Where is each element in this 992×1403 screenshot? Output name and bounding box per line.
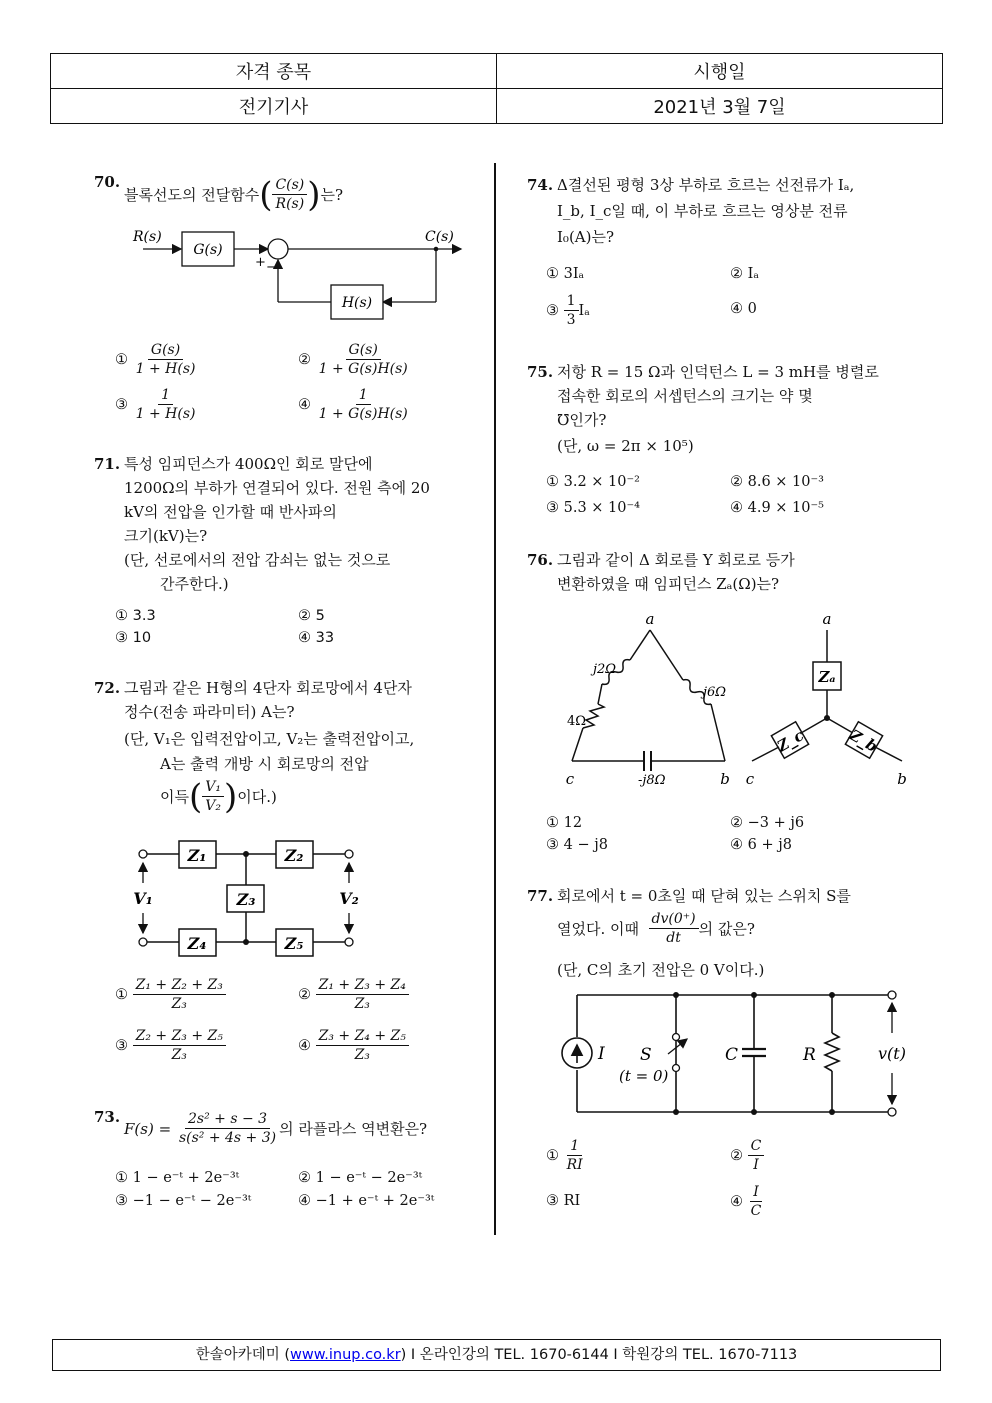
q76-y-node-a: a [822, 610, 832, 628]
q72-opt2-mark: ② [298, 986, 311, 1003]
q74-number: 74. [527, 176, 554, 194]
q75-option-3[interactable]: ③ 5.3 × 10⁻⁴ [546, 500, 640, 516]
q74-opt3-den: 3 [566, 312, 576, 328]
q76-option-2[interactable]: ② −3 + j6 [730, 815, 805, 831]
q74-option-3[interactable] [546, 292, 590, 329]
q76-option-1[interactable]: ① 12 [546, 815, 583, 831]
header-table [50, 53, 943, 124]
q77-opt2-num: C [748, 1137, 765, 1156]
q76-label-j6: j6Ω [703, 685, 727, 700]
q76-line-1: 그림과 같이 Δ 회로를 Y 회로로 등가 [557, 551, 795, 569]
q71-note-1: (단, 선로에서의 전압 감쇠는 없는 것으로 [124, 551, 391, 569]
q77-line2-start: 열었다. 이때 [557, 919, 639, 938]
q72-opt4-den: Z₃ [354, 1047, 370, 1063]
q72-v2-label: V₂ [339, 889, 359, 908]
q75-option-2[interactable]: ② 8.6 × 10⁻³ [730, 474, 824, 490]
q77-note: (단, C의 초기 전압은 0 V이다.) [557, 961, 765, 979]
q77-label-t0: (t = 0) [619, 1067, 669, 1085]
q72-number: 72. [94, 679, 121, 697]
q76-delta-node-b: b [720, 770, 730, 788]
q74-line-2: I_b, I_c일 때, 이 부하로 흐르는 영상분 전류 [557, 202, 848, 220]
q70-opt4-den: 1 + G(s)H(s) [318, 406, 408, 422]
q74-line-1: Δ결선된 평형 3상 부하로 흐르는 선전류가 Iₐ, [557, 176, 855, 194]
q70-opt2-den: 1 + G(s)H(s) [318, 361, 408, 377]
q72-z3-label: Z₃ [236, 890, 256, 909]
header-value-subject: 전기기사 [51, 89, 497, 124]
q70-text-tail: 는? [320, 185, 344, 204]
q70-summing-junction [268, 239, 288, 259]
q77-label-c: C [725, 1045, 739, 1065]
q77-label-vt: v(t) [878, 1044, 906, 1063]
q71-note-2: 간주한다.) [160, 575, 229, 593]
q77-frac-den: dt [666, 930, 681, 946]
q70-option-3[interactable] [115, 386, 198, 423]
q70-opt1-num: G(s) [148, 341, 183, 360]
q73-stem [124, 1110, 427, 1147]
q77-label-r: R [803, 1045, 816, 1065]
q72-gain-label: 이득 [160, 787, 189, 806]
q77-label-s: S [640, 1045, 652, 1065]
q72-option-4[interactable] [298, 1027, 409, 1064]
q72-option-2[interactable] [298, 976, 409, 1013]
footer-contact-text: ) I 온라인강의 TEL. 1670-6144 I 학원강의 TEL. 1670-7113 [400, 1347, 798, 1363]
q70-minus-sign: − [266, 260, 277, 275]
q72-v1-label: V₁ [133, 889, 153, 908]
q70-opt3-num: 1 [158, 386, 173, 405]
q70-plus-sign: + [255, 255, 266, 270]
q72-line-4: A는 출력 개방 시 회로망의 전압 [160, 755, 369, 773]
footer-website-link[interactable]: www.inup.co.kr [290, 1347, 401, 1363]
q72-line-3: (단, V₁은 입력전압이고, V₂는 출력전압이고, [124, 730, 415, 748]
q70-opt3-den: 1 + H(s) [135, 406, 196, 422]
q71-number: 71. [94, 455, 121, 473]
q77-line-1: 회로에서 t = 0초일 때 닫혀 있는 스위치 S를 [557, 887, 851, 905]
q76-line-2: 변환하였을 때 임피던스 Zₐ(Ω)는? [557, 575, 780, 593]
q77-label-i: I [598, 1044, 605, 1064]
q70-option-2[interactable] [298, 341, 411, 378]
q73-option-1[interactable]: ① 1 − e⁻ᵗ + 2e⁻³ᵗ [115, 1170, 240, 1186]
q73-frac-num: 2s² + s − 3 [185, 1110, 270, 1129]
q72-option-1[interactable] [115, 976, 226, 1013]
q77-opt2-den: I [753, 1157, 759, 1173]
q71-option-1[interactable]: ① 3.3 [115, 608, 156, 624]
q77-number: 77. [527, 887, 554, 905]
q76-label-jm8: -j8Ω [638, 773, 666, 788]
q75-line-1: 저항 R = 15 Ω과 인덕턴스 L = 3 mH를 병렬로 [557, 363, 879, 381]
q77-circuit [555, 985, 915, 1117]
q71-line-1: 특성 임피던스가 400Ω인 회로 말단에 [124, 455, 373, 473]
q71-line-4: 크기(kV)는? [124, 527, 208, 545]
q72-z5-label: Z₅ [284, 934, 304, 953]
q73-option-4[interactable]: ④ −1 + e⁻ᵗ + 2e⁻³ᵗ [298, 1193, 435, 1209]
q75-option-1[interactable]: ① 3.2 × 10⁻² [546, 474, 640, 490]
q72-opt2-num: Z₁ + Z₃ + Z₄ [316, 976, 409, 995]
q74-option-1[interactable]: ① 3Iₐ [546, 266, 585, 282]
q70-option-4[interactable] [298, 386, 411, 423]
q72-line-5: 이득 ( $\frac{\text{V₁}}{\text{V₂}}$ ) 이다.) [160, 776, 277, 817]
q76-y-node-b: b [897, 770, 907, 788]
q72-z2-label: Z₂ [284, 846, 304, 865]
q74-opt3-mark: ③ [546, 302, 559, 319]
q76-za-label: Zₐ [818, 668, 836, 686]
header-label-subject: 자격 종목 [51, 54, 497, 89]
q77-option-2[interactable] [730, 1137, 764, 1174]
q71-option-2[interactable]: ② 5 [298, 608, 325, 624]
q76-number: 76. [527, 551, 554, 569]
q77-opt4-mark: ④ [730, 1193, 743, 1210]
q77-option-1[interactable] [546, 1137, 586, 1174]
q77-line2-end: 의 값은? [698, 919, 755, 938]
q77-opt1-den: RI [566, 1157, 583, 1173]
q71-option-4[interactable]: ④ 33 [298, 630, 335, 646]
q70-opt4-num: 1 [356, 386, 371, 405]
q72-opt3-den: Z₃ [171, 1047, 187, 1063]
q70-opt1-den: 1 + H(s) [135, 361, 196, 377]
q70-stem-fraction [272, 176, 307, 213]
q72-opt4-num: Z₃ + Z₄ + Z₅ [316, 1027, 409, 1046]
q72-opt3-mark: ③ [115, 1037, 128, 1054]
q72-opt4-mark: ④ [298, 1037, 311, 1054]
q77-opt4-num: I [750, 1183, 762, 1202]
q77-opt1-num: 1 [567, 1137, 582, 1156]
q74-option-4[interactable]: ④ 0 [730, 301, 757, 317]
q74-opt3-num: 1 [564, 292, 579, 311]
q71-line-2: 1200Ω의 부하가 연결되어 있다. 전원 측에 20 [124, 479, 430, 497]
q77-opt2-mark: ② [730, 1147, 743, 1164]
q70-number: 70. [94, 173, 121, 191]
q74-option-2[interactable]: ② Iₐ [730, 266, 759, 282]
q72-gain-tail: 이다.) [237, 787, 277, 806]
q76-delta-y-diagram [550, 608, 925, 790]
q70-input-label: R(s) [133, 229, 162, 245]
column-divider [494, 163, 496, 1235]
q72-z4-label: Z₄ [187, 934, 207, 953]
q72-line-2: 정수(전송 파라미터) A는? [124, 703, 295, 721]
q70-frac-den: R(s) [275, 196, 305, 212]
q70-opt2-mark: ② [298, 351, 311, 368]
q73-tail: 의 라플라스 역변환은? [279, 1119, 428, 1138]
q70-stem: 블록선도의 전달함수 ( $\frac{C(s)}{R(s)}$ ) 는? [124, 174, 344, 215]
q75-number: 75. [527, 363, 554, 381]
q72-opt3-num: Z₂ + Z₃ + Z₅ [133, 1027, 226, 1046]
q76-zc-label: Z_c [774, 726, 807, 756]
q76-option-3[interactable]: ③ 4 − j8 [546, 837, 608, 853]
q77-opt4-den: C [750, 1203, 762, 1219]
q72-line-1: 그림과 같은 H형의 4단자 회로망에서 4단자 [124, 679, 412, 697]
q72-opt1-den: Z₃ [171, 996, 187, 1012]
q76-label-j2: j2Ω [593, 662, 617, 677]
q74-opt3-tail: Iₐ [578, 302, 590, 319]
q76-y-node-c: c [745, 770, 755, 788]
q76-label-4ohm: 4Ω [567, 714, 587, 729]
q72-z1-label: Z₁ [187, 846, 207, 865]
q70-g-label: G(s) [193, 242, 223, 258]
q77-opt1-mark: ① [546, 1147, 559, 1164]
q75-line-2: 접속한 회로의 서셉턴스의 크기는 약 몇 [557, 387, 813, 405]
q73-lhs: F(s) = [124, 1119, 172, 1138]
q72-option-3[interactable] [115, 1027, 226, 1064]
q76-delta-node-a: a [645, 610, 655, 628]
q73-option-2[interactable]: ② 1 − e⁻ᵗ − 2e⁻³ᵗ [298, 1170, 423, 1186]
q76-delta-node-c: c [565, 770, 575, 788]
header-value-date: 2021년 3월 7일 [497, 89, 943, 124]
q72-gain-num: V₁ [202, 778, 224, 797]
q70-opt3-mark: ③ [115, 396, 128, 413]
q73-option-3[interactable]: ③ −1 − e⁻ᵗ − 2e⁻³ᵗ [115, 1193, 252, 1209]
q76-option-4[interactable]: ④ 6 + j8 [730, 837, 792, 853]
q70-option-1[interactable] [115, 341, 198, 378]
q76-resistor-4-icon [583, 704, 604, 728]
q70-output-label: C(s) [425, 229, 454, 245]
q71-option-3[interactable]: ③ 10 [115, 630, 152, 646]
q75-note: (단, ω = 2π × 10⁵) [557, 437, 694, 455]
q77-option-3[interactable]: ③ RI [546, 1193, 581, 1209]
q76-zb-label: Z_b [846, 725, 881, 756]
q70-block-diagram [125, 222, 470, 327]
header-label-date: 시행일 [497, 54, 943, 89]
q70-text: 블록선도의 전달함수 [124, 185, 260, 204]
q72-opt2-den: Z₃ [354, 996, 370, 1012]
q70-opt1-mark: ① [115, 351, 128, 368]
q75-option-4[interactable]: ④ 4.9 × 10⁻⁵ [730, 500, 824, 516]
q70-frac-num: C(s) [272, 176, 307, 195]
q72-opt1-num: Z₁ + Z₂ + Z₃ [133, 976, 226, 995]
q74-line-3: I₀(A)는? [557, 228, 615, 246]
q70-opt4-mark: ④ [298, 396, 311, 413]
q77-resistor-icon [825, 1033, 839, 1071]
q77-option-4[interactable] [730, 1183, 764, 1220]
page-footer: 한솔아카데미 (www.inup.co.kr) I 온라인강의 TEL. 1670-6144 I 학원강의 TEL. 1670-7113 [52, 1339, 941, 1371]
q75-line-3: ℧인가? [557, 411, 607, 429]
q72-opt1-mark: ① [115, 986, 128, 1003]
q73-number: 73. [94, 1108, 121, 1126]
q71-line-3: kV의 전압을 인가할 때 반사파의 [124, 503, 337, 521]
q72-h-network [130, 835, 365, 960]
footer-academy-name: 한솔아카데미 [195, 1347, 280, 1363]
q72-gain-den: V₂ [205, 798, 221, 814]
q70-opt2-num: G(s) [346, 341, 381, 360]
q73-frac-den: s(s² + 4s + 3) [178, 1130, 277, 1146]
q77-line-2 [557, 910, 755, 947]
q77-frac-num: dv(0⁺) [649, 910, 699, 929]
q70-h-label: H(s) [341, 295, 373, 311]
